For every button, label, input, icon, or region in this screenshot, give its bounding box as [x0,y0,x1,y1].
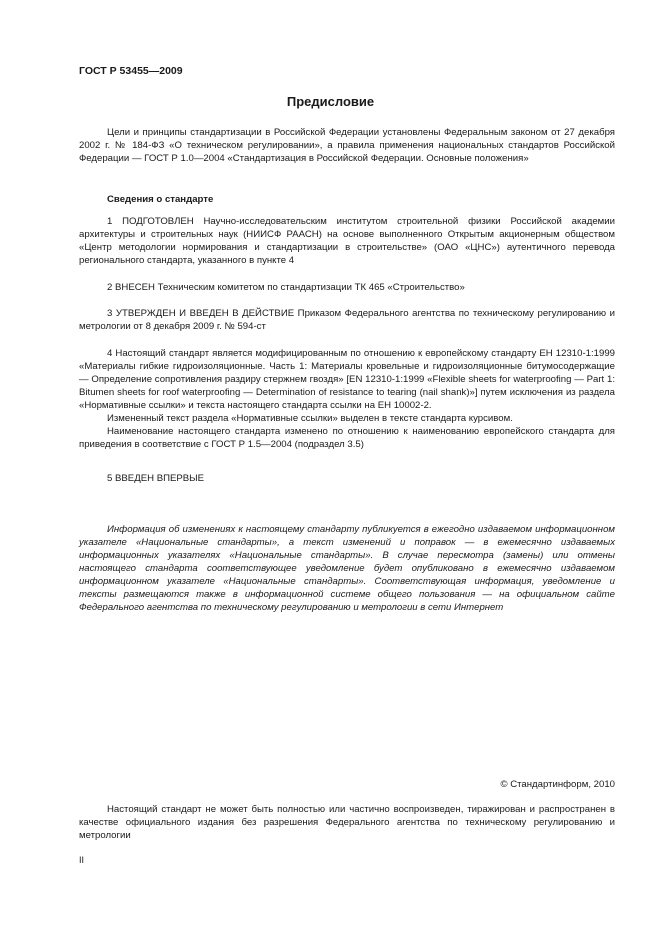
item-5: 5 ВВЕДЕН ВПЕРВЫЕ [107,473,205,484]
copyright: © Стандартинформ, 2010 [500,779,615,790]
item-5-block [79,472,615,485]
page-title: Предисловие [286,94,375,109]
item-1: 1 ПОДГОТОВЛЕН Научно-исследовательским институтом строительной физики Российской академии архитектуры и строительных наук (НИИСФ РААСН) на основе выполненного Открытым акционерным обществом «Центр методологии нормирования и стандартизации в строительстве» (ОАО «ЦНС») аутентичного перевода регионального стандарта, указанного в пункте 4 [79,216,615,266]
page-number: II [79,855,85,865]
item-3: 3 УТВЕРЖДЕН И ВВЕДЕН В ДЕЙСТВИЕ Приказом Федерального агентства по техническому регулированию и метрологии от 8 декабря 2009 г. № 594-ст [79,308,615,332]
item-4-paragraph-3: Наименование настоящего стандарта изменено по отношению к наименованию европейского стандарта для приведения в соответствие с ГОСТ Р 1.5—2004 (подраздел 3.5) [79,426,615,450]
intro-paragraph: Цели и принципы стандартизации в Российской Федерации установлены Федеральным законом от 27 декабря 2002 г. № 184-ФЗ «О техническом регулировании», а правила применения национальных стандартов Российской Федерации — ГОСТ Р 1.0—2004 «Стандартизация в Российской Федерации. Основные положения» [79,127,615,164]
section-heading: Сведения о стандарте [107,194,214,205]
item-1-block [79,215,615,267]
info-note-block [79,523,615,614]
standard-id: ГОСТ Р 53455—2009 [79,65,183,77]
section-heading-block [79,193,615,206]
item-4-block [79,347,615,451]
intro-block [79,126,615,165]
item-2-block [79,281,615,294]
info-note: Информация об изменениях к настоящему стандарту публикуется в ежегодно издаваемом информационном указателе «Национальные стандарты», а текст изменений и поправок — в ежемесячно издаваемых информационных указателях «Национальные стандарты». В случае пересмотра (замены) или отмены настоящего стандарта соответствующее уведомление будет опубликовано в ежемесячно издаваемом информационном указателе «Национальные стандарты». Соответствующая информация, уведомление и тексты размещаются также в информационной системе общего пользования — на официальном сайте Федерального агентства по техническому регулированию и метрологии в сети Интернет [79,524,615,613]
item-4-paragraph-1: 4 Настоящий стандарт является модифицированным по отношению к европейскому стандарту ЕН 12310-1:1999 «Материалы гибкие гидроизоляционные. Часть 1: Материалы кровельные и гидроизоляционные битумосодержащие — Определение сопротивления раздиру стержнем гвоздя» [EN 12310-1:1999 «Flexible sheets for waterproofing — Part 1: Bitumen sheets for roof waterproofing — Determination of resistance to tearing (nail shank)»] путем исключения из раздела «Нормативные ссылки» и текста настоящего стандарта ссылки на ЕН 10002-2. [79,348,615,411]
item-4-paragraph-2: Измененный текст раздела «Нормативные ссылки» выделен в тексте стандарта курсивом. [107,413,513,424]
reproduction-notice: Настоящий стандарт не может быть полностью или частично воспроизведен, тиражирован и распространен в качестве официального издания без разрешения Федерального агентства по техническому регулированию и метрологии [79,804,615,841]
reproduction-notice-block [79,803,615,842]
item-2: 2 ВНЕСЕН Техническим комитетом по стандартизации ТК 465 «Строительство» [107,282,465,293]
item-3-block [79,307,615,333]
